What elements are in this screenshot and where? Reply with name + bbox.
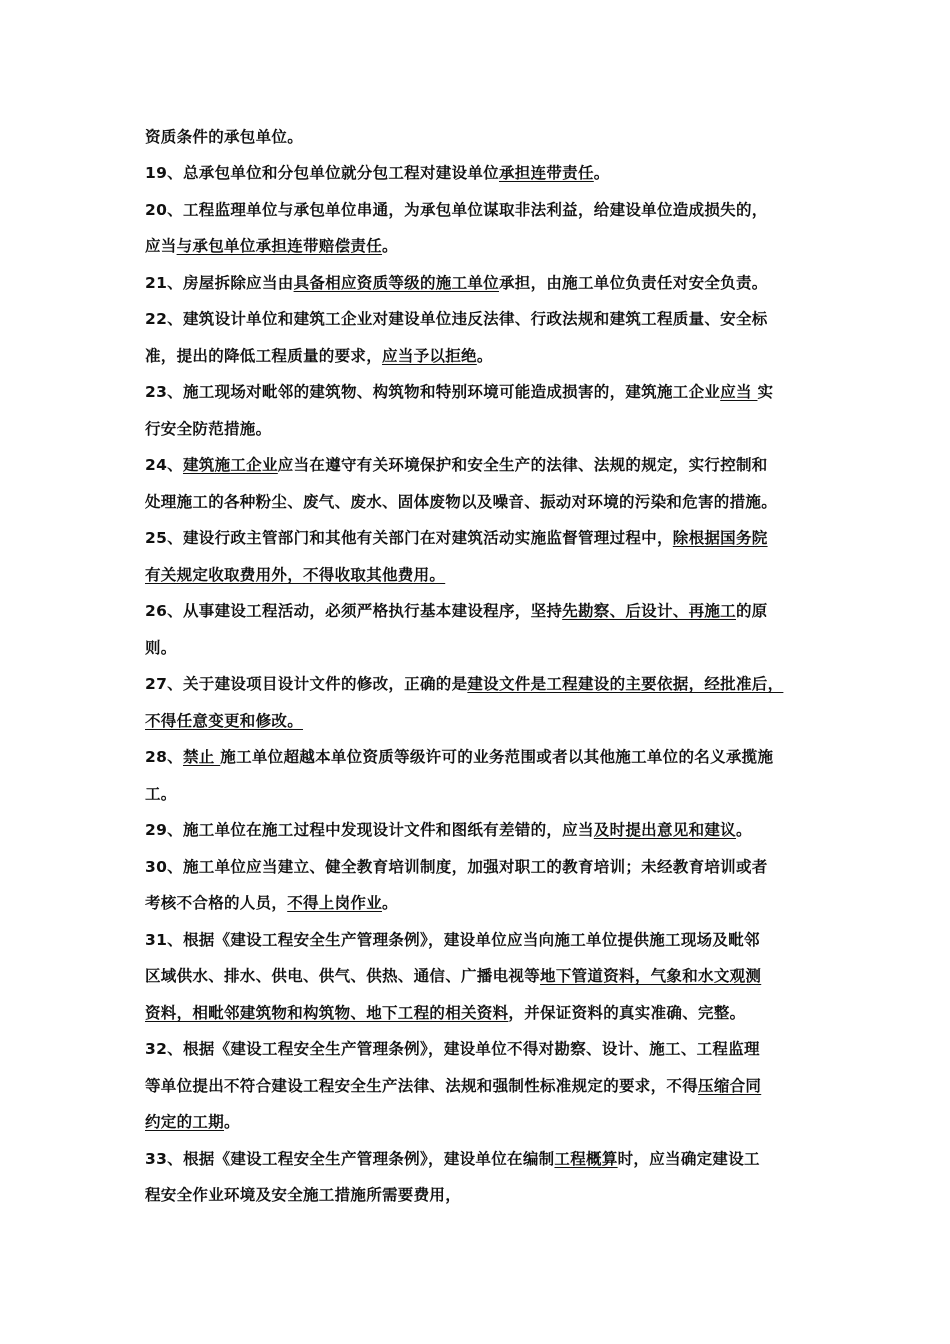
text-segment: 承担，由施工单位负责任对安全负责。 — [498, 274, 768, 292]
underlined-answer: 先勘察、后设计、再施工 — [562, 602, 736, 620]
text-segment: 时，应当确定建设工 — [617, 1150, 760, 1168]
text-segment: 则。 — [145, 639, 177, 657]
underlined-answer: 地下管道资料，气象和水文观测 — [540, 967, 762, 985]
underlined-answer: 与承包单位承担连带赔偿责任 — [176, 237, 383, 255]
text-segment: 施工单位超越本单位资质等级许可的业务范围或者以其他施工单位的名义承揽施 — [220, 748, 774, 766]
text-segment: 考核不合格的人员， — [145, 894, 288, 912]
text-segment: 21、房屋拆除应当由 — [145, 274, 294, 292]
text-segment: 处理施工的各种粉尘、废气、废水、固体废物以及噪音、振动对环境的污染和危害的措施。 — [145, 493, 778, 511]
underlined-answer: 不得上岗作业 — [287, 894, 383, 912]
text-line — [145, 1149, 760, 1169]
text-line — [145, 1185, 461, 1205]
underlined-answer: 承担连带责任 — [498, 164, 594, 182]
underlined-answer: 建设文件是工程建设的主要依据，经批准后， — [467, 675, 784, 693]
text-segment: 32、根据《建设工程安全生产管理条例》，建设单位不得对勘察、设计、施工、工程监理 — [145, 1040, 760, 1058]
text-line — [145, 857, 768, 877]
text-segment: 。 — [735, 821, 752, 839]
text-segment: 行安全防范措施。 — [145, 420, 272, 438]
text-line — [145, 638, 177, 658]
text-line — [145, 200, 768, 220]
text-segment: 19、总承包单位和分包单位就分包工程对建设单位 — [145, 164, 499, 182]
underlined-answer: 约定的工期 — [145, 1113, 225, 1131]
underlined-answer: 禁止 — [182, 748, 221, 766]
text-segment: 实 — [757, 383, 774, 401]
text-segment: 应当在遵守有关环境保护和安全生产的法律、法规的规定，实行控制和 — [277, 456, 768, 474]
text-line — [145, 346, 493, 366]
underlined-answer: 具备相应资质等级的施工单位 — [293, 274, 499, 292]
text-line — [145, 273, 768, 293]
text-line — [145, 601, 768, 621]
text-line — [145, 747, 773, 767]
text-segment: 。 — [593, 164, 610, 182]
text-segment: 工。 — [145, 785, 177, 803]
text-segment: 33、根据《建设工程安全生产管理条例》，建设单位在编制 — [145, 1150, 555, 1168]
underlined-answer: 及时提出意见和建议 — [593, 821, 736, 839]
text-line — [145, 236, 398, 256]
text-line — [145, 528, 768, 548]
text-line — [145, 711, 303, 731]
text-segment: 20、工程监理单位与承包单位串通，为承包单位谋取非法利益，给建设单位造成损失的， — [145, 201, 768, 219]
underlined-answer: 应当予以拒绝 — [382, 347, 477, 365]
text-segment: 。 — [224, 1113, 240, 1131]
text-line — [145, 930, 760, 950]
text-line — [145, 674, 783, 694]
text-line — [145, 492, 777, 512]
text-line — [145, 820, 752, 840]
text-segment: ，并保证资料的真实准确、完整。 — [508, 1004, 746, 1022]
underlined-answer: 不得任意变更和修改。 — [145, 712, 304, 730]
text-segment: 。 — [382, 894, 398, 912]
text-segment: 的原 — [735, 602, 768, 620]
text-line — [145, 163, 610, 183]
text-line — [145, 1039, 760, 1059]
underlined-answer: 有关规定收取费用外，不得收取其他费用。 — [145, 566, 446, 584]
text-segment: 31、根据《建设工程安全生产管理条例》，建设单位应当向施工单位提供施工现场及毗邻 — [145, 931, 760, 949]
text-segment: 等单位提出不符合建设工程安全生产法律、法规和强制性标准规定的要求，不得 — [145, 1077, 699, 1095]
text-segment: 30、施工单位应当建立、健全教育培训制度，加强对职工的教育培训；未经教育培训或者 — [145, 858, 768, 876]
text-line — [145, 893, 398, 913]
text-segment: 应当 — [145, 237, 177, 255]
text-segment: 准，提出的降低工程质量的要求， — [145, 347, 383, 365]
text-segment: 24、 — [145, 456, 183, 474]
text-segment: 28、 — [145, 748, 183, 766]
text-line — [145, 1076, 761, 1096]
underlined-answer: 应当 — [720, 383, 758, 401]
text-segment: 29、施工单位在施工过程中发现设计文件和图纸有差错的，应当 — [145, 821, 594, 839]
text-segment: 。 — [476, 347, 493, 365]
underlined-answer: 工程概算 — [554, 1150, 618, 1168]
text-line — [145, 419, 271, 439]
text-segment: 程安全作业环境及安全施工措施所需要费用， — [145, 1186, 462, 1204]
text-segment: 区域供水、排水、供电、供气、供热、通信、广播电视等 — [145, 967, 541, 985]
underlined-answer: 压缩合同 — [698, 1077, 762, 1095]
text-segment: 25、建设行政主管部门和其他有关部门在对建筑活动实施监督管理过程中， — [145, 529, 673, 547]
text-segment: 22、建筑设计单位和建筑工企业对建设单位违反法律、行政法规和建筑工程质量、安全标 — [145, 310, 768, 328]
text-line — [145, 309, 768, 329]
text-segment: 23、施工现场对毗邻的建筑物、构筑物和特别环境可能造成损害的，建筑施工企业 — [145, 383, 721, 401]
text-line — [145, 966, 761, 986]
text-line — [145, 455, 768, 475]
text-line — [145, 1112, 240, 1132]
underlined-answer: 建筑施工企业 — [182, 456, 278, 474]
underlined-answer: 资料，相毗邻建筑物和构筑物、地下工程的相关资料 — [145, 1004, 509, 1022]
text-line — [145, 382, 773, 402]
text-line — [145, 784, 177, 804]
underlined-answer: 除根据国务院 — [672, 529, 768, 547]
text-line — [145, 127, 303, 147]
text-segment: 26、从事建设工程活动，必须严格执行基本建设程序，坚持 — [145, 602, 563, 620]
text-segment: 。 — [382, 237, 398, 255]
text-segment: 27、关于建设项目设计文件的修改，正确的是 — [145, 675, 468, 693]
text-segment: 资质条件的承包单位。 — [145, 128, 304, 146]
text-line — [145, 565, 445, 585]
text-line — [145, 1003, 745, 1023]
